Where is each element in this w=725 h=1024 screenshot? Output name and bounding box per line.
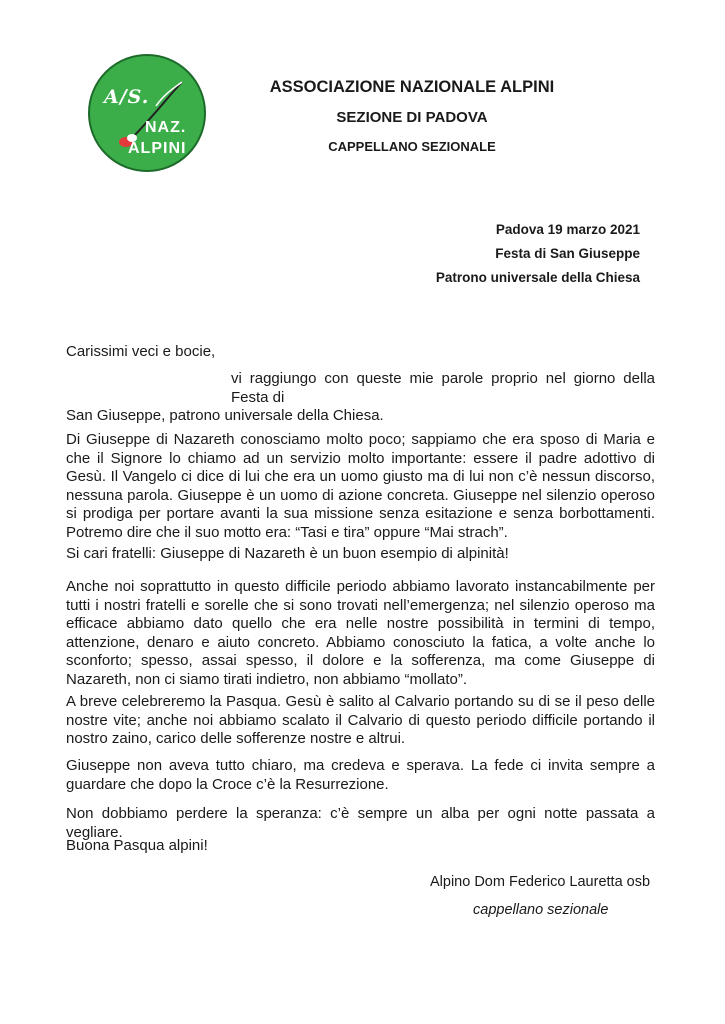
intro-paragraph bbox=[66, 370, 655, 426]
patron-line: Patrono universale della Chiesa bbox=[435, 270, 640, 285]
paragraph-5: Giuseppe non aveva tutto chiaro, ma credeva e sperava. La fede ci invita sempre a guardare che dopo la Croce c’è la Resurrezione. bbox=[66, 757, 655, 793]
signature-role: cappellano sezionale bbox=[473, 902, 609, 918]
greeting: Carissimi veci e bocie, bbox=[66, 343, 216, 360]
ana-logo bbox=[88, 54, 206, 172]
org-title: ASSOCIAZIONE NAZIONALE ALPINI bbox=[269, 78, 555, 96]
feast-line: Festa di San Giuseppe bbox=[495, 246, 640, 261]
logo-naz: NAZ. bbox=[145, 119, 187, 136]
place-date: Padova 19 marzo 2021 bbox=[495, 222, 640, 237]
logo-mark: A∕S. bbox=[104, 86, 150, 108]
paragraph-4: A breve celebreremo la Pasqua. Gesù è salito al Calvario portando su di se il peso delle nostre vite; anche noi abbiamo scalato il Calvario di questo periodo difficile portando il nostro zaino, carico delle sofferenze nostre e altrui. bbox=[66, 693, 655, 747]
section-title: SEZIONE DI PADOVA bbox=[336, 109, 488, 126]
paragraph-3: Anche noi soprattutto in questo difficile periodo abbiamo lavorato instancabilmente per tutti i nostri fratelli e sorelle che si sono trovati nell’emergenza; nel silenzio operoso ma efficace abbiamo dato quello che era nelle nostre possibilità in termini di tempo, attenzione, denaro e aiuto concreto. Abbiamo conosciuto la fatica, a volte anche lo sconforto; spesso, assai spesso, il dolore e la sofferenza, ma come Giuseppe di Nazareth, non ci siamo tirati indietro, non abbiamo “mollato”. bbox=[66, 578, 655, 688]
intro-rest: San Giuseppe, patrono universale della Chiesa. bbox=[66, 407, 384, 424]
paragraph-7: Buona Pasqua alpini! bbox=[66, 837, 208, 854]
paragraph-1: Di Giuseppe di Nazareth conosciamo molto poco; sappiamo che era sposo di Maria e che il Signore lo chiamo ad un servizio molto importante: essere il padre adottivo di Gesù. Il Vangelo ci dice di lui che era un uomo giusto ma di lui non c’è nessun discorso, nessuna parola. Giuseppe è un uomo di azione concreta. Giuseppe nel silenzio operoso si prodiga per portare avanti la sua missione senza esitazione e senza borbottamenti. Potremo dire che il suo motto era: “Tasi e tira” oppure “Mai strach”. bbox=[66, 431, 655, 541]
dateline bbox=[436, 218, 640, 290]
role-title: CAPPELLANO SEZIONALE bbox=[328, 139, 496, 154]
paragraph-6: Non dobbiamo perdere la speranza: c’è sempre un alba per ogni notte passata a vegliare. bbox=[66, 805, 655, 841]
signature-name: Alpino Dom Federico Lauretta osb bbox=[430, 874, 651, 890]
paragraph-2: Si cari fratelli: Giuseppe di Nazareth è un buon esempio di alpinità! bbox=[66, 545, 509, 562]
logo-alpini: ALPINI bbox=[128, 140, 187, 157]
intro-first-line: vi raggiungo con queste mie parole proprio nel giorno della Festa di bbox=[231, 370, 655, 406]
